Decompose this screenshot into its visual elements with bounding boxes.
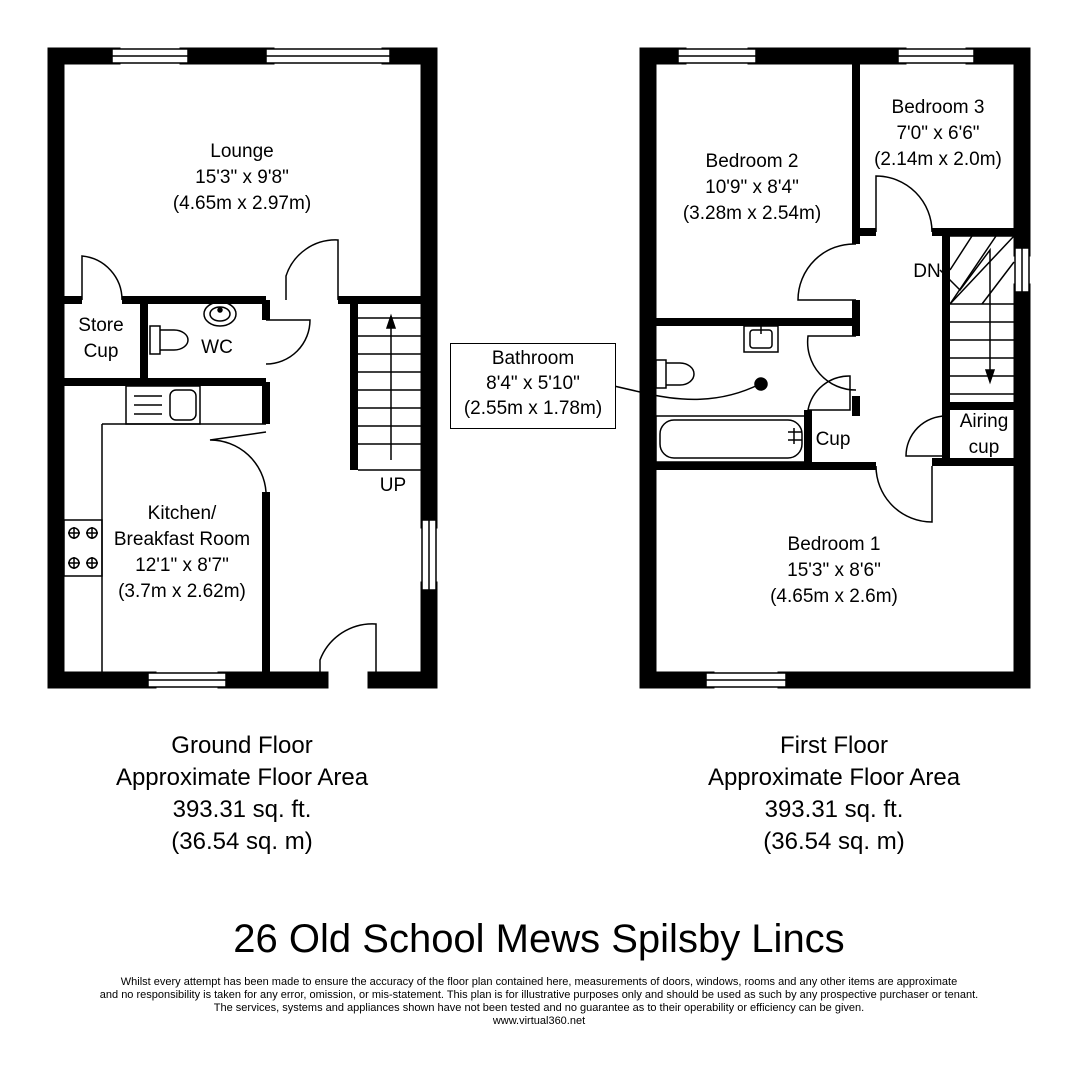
lounge-size-imperial: 15'3" x 9'8" — [195, 167, 289, 188]
bedroom3-size-imperial: 7'0" x 6'6" — [896, 123, 980, 144]
bedroom2-size-metric: (3.28m x 2.54m) — [682, 203, 822, 224]
bedroom1-size-metric: (4.65m x 2.6m) — [770, 586, 898, 607]
disclaimer-line-3: The services, systems and appliances shown have not been tested and no guarantee as to their operability or efficiency can be given. — [213, 1002, 865, 1014]
first-floor-staircase — [940, 236, 1014, 394]
first-floor-area-sqm: (36.54 sq. m) — [763, 828, 905, 855]
disclaimer-line-1: Whilst every attempt has been made to ensure the accuracy of the floor plan contained here, measurements of doors, windows, rooms and any other items are approximate — [120, 976, 958, 988]
bedroom3-size-metric: (2.14m x 2.0m) — [874, 149, 1002, 170]
lounge-size-metric: (4.65m x 2.97m) — [172, 193, 312, 214]
cup-name: Cup — [815, 429, 851, 450]
bedroom1-size-imperial: 15'3" x 8'6" — [787, 560, 881, 581]
ground-floor-title: Ground Floor — [171, 732, 313, 759]
first-floor-caption: Approximate Floor Area — [707, 764, 961, 791]
room-label-bedroom-2 — [652, 149, 852, 227]
wc-name: WC — [201, 337, 233, 358]
website-link: www.virtual360.net — [492, 1015, 586, 1027]
lounge-name: Lounge — [210, 141, 274, 162]
stairs-down-label: DN — [913, 261, 941, 282]
room-label-cupboard — [810, 427, 856, 453]
bedroom1-name: Bedroom 1 — [787, 534, 881, 555]
room-label-airing-cupboard — [950, 409, 1018, 461]
room-label-bathroom — [450, 343, 616, 429]
first-floor-doors — [798, 176, 946, 522]
kitchen-line1: Kitchen/ — [147, 503, 217, 524]
disclaimer-line-2: and no responsibility is taken for any error, omission, or mis-statement. This plan is for illustrative purposes only and should be used as such by any prospective purchaser or tenant. — [99, 989, 979, 1001]
room-label-wc — [190, 335, 244, 361]
room-label-bedroom-3 — [860, 95, 1016, 173]
bedroom3-name: Bedroom 3 — [891, 97, 985, 118]
bedroom2-size-imperial: 10'9" x 8'4" — [705, 177, 799, 198]
store-line2: Cup — [83, 341, 119, 362]
room-label-bedroom-1 — [734, 532, 934, 610]
first-floor-area-sqft: 393.31 sq. ft. — [764, 796, 904, 823]
room-label-store-cupboard — [62, 313, 140, 365]
first-floor-summary — [664, 730, 1004, 858]
stairs-up-label: UP — [379, 475, 407, 496]
bedroom2-name: Bedroom 2 — [705, 151, 799, 172]
room-label-lounge — [142, 139, 342, 217]
ground-floor-area-sqm: (36.54 sq. m) — [171, 828, 313, 855]
bathroom-name: Bathroom — [491, 348, 575, 369]
ground-floor-staircase — [354, 300, 424, 470]
room-label-kitchen — [92, 501, 272, 605]
bathroom-size-metric: (2.55m x 1.78m) — [463, 398, 603, 419]
disclaimer — [0, 976, 1078, 1028]
kitchen-size-metric: (3.7m x 2.62m) — [118, 581, 246, 602]
bathroom-size-imperial: 8'4" x 5'10" — [486, 373, 580, 394]
airing-line1: Airing — [959, 411, 1009, 432]
ground-floor-summary — [72, 730, 412, 858]
kitchen-line2: Breakfast Room — [113, 529, 251, 550]
kitchen-size-imperial: 12'1" x 8'7" — [135, 555, 229, 576]
property-address-title: 26 Old School Mews Spilsby Lincs — [233, 917, 845, 961]
ground-floor-area-sqft: 393.31 sq. ft. — [172, 796, 312, 823]
ground-floor-doors — [82, 240, 376, 680]
first-floor-title: First Floor — [780, 732, 888, 759]
store-line1: Store — [78, 315, 124, 336]
ground-floor-caption: Approximate Floor Area — [115, 764, 369, 791]
airing-line2: cup — [968, 437, 1000, 458]
